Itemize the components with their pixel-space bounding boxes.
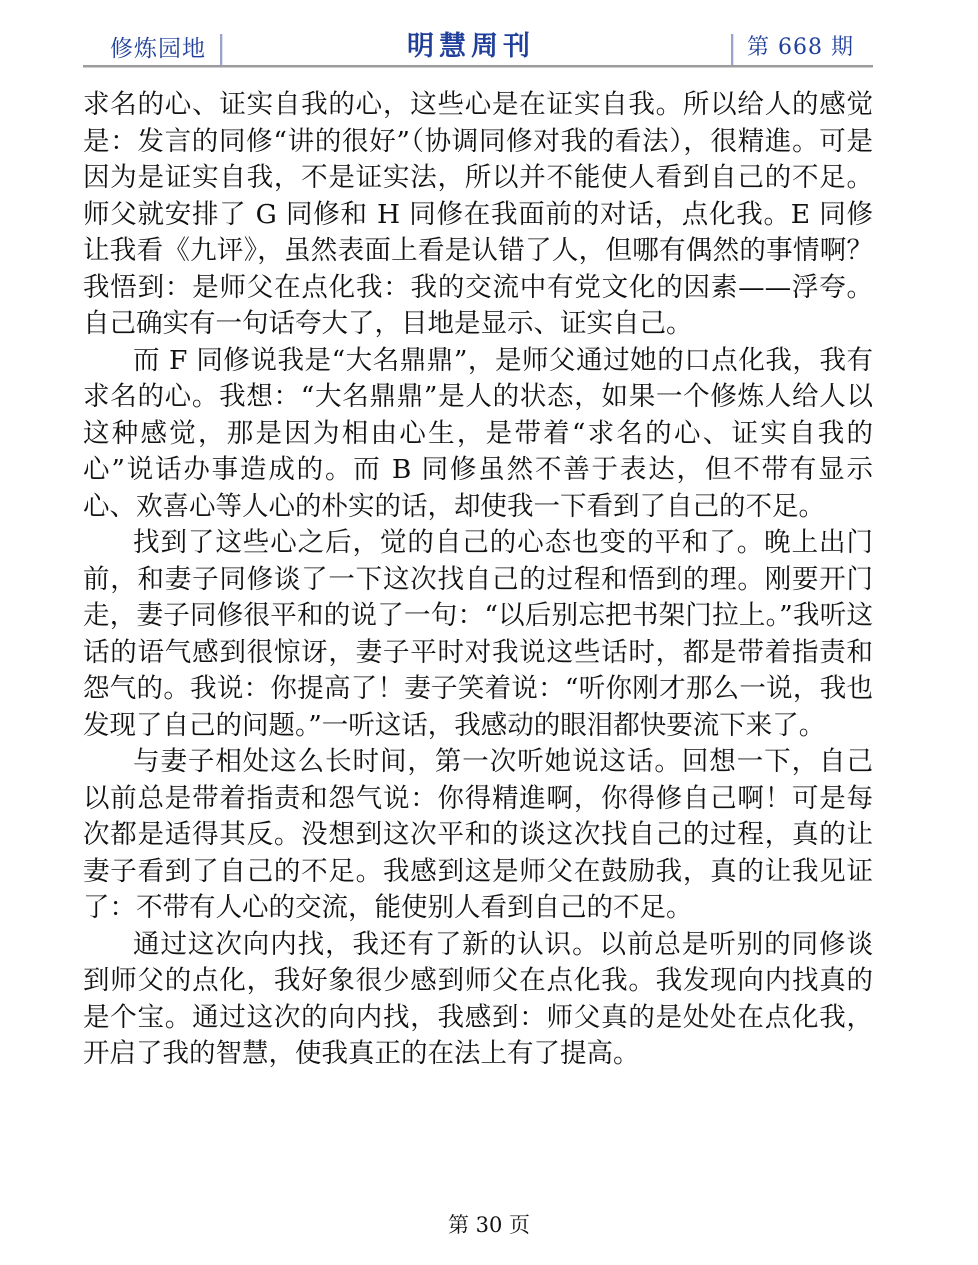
- header-divider-right: [731, 34, 734, 66]
- paragraph: 与妻子相处这么长时间，第一次听她说这话。回想一下，自己以前总是带着指责和怨气说：你得精進啊，你得修自己啊！可是每次都是适得其反。没想到这次平和的谈这次找自己的过程，真的让妻子看到了自己的不足。我感到这是师父在鼓励我，真的让我见证了：不带有人心的交流，能使别人看到自己的不足。: [83, 746, 873, 923]
- paragraph: 找到了这些心之后，觉的自己的心态也变的平和了。晚上出门前，和妻子同修谈了一下这次找自己的过程和悟到的理。刚要开门走，妻子同修很平和的说了一句：“以后别忘把书架门拉上。”我听这话的语气感到很惊讶，妻子平时对我说这些话时，都是带着指责和怨气的。我说：你提高了！妻子笑着说：“听你刚才那么一说，我也发现了自己的问题。”一听这话，我感动的眼泪都快要流下来了。: [83, 527, 873, 741]
- header-divider-left: [220, 34, 223, 66]
- page-number: 第 30 页: [447, 1213, 531, 1237]
- issue-number: 第 668 期: [747, 35, 854, 60]
- page-header: [83, 24, 873, 68]
- paragraph: 通过这次向内找，我还有了新的认识。以前总是听别的同修谈到师父的点化，我好象很少感到师父在点化我。我发现向内找真的是个宝。通过这次的向内找，我感到：师父真的是处处在点化我，开启了我的智慧，使我真正的在法上有了提高。: [83, 928, 873, 1069]
- section-name: 修炼园地: [110, 36, 206, 62]
- paragraph: 而 F 同修说我是“大名鼎鼎”，是师父通过她的口点化我，我有求名的心。我想：“大名鼎鼎”是人的状态，如果一个修炼人给人以这种感觉，那是因为相由心生，是带着“求名的心、证实自我的心”说话办事造成的。而 B 同修虽然不善于表达，但不带有显示心、欢喜心等人心的朴实的话，却使我一下看到了自己的不足。: [83, 344, 873, 522]
- header-rule: [83, 65, 873, 68]
- publication-title: 明慧周刊: [407, 31, 535, 62]
- article-body: [83, 87, 873, 1073]
- paragraph-continued: 求名的心、证实自我的心，这些心是在证实自我。所以给人的感觉是：发言的同修“讲的很好”（协调同修对我的看法），很精進。可是因为是证实自我，不是证实法，所以并不能使人看到自己的不足。师父就安排了 G 同修和 H 同修在我面前的对话，点化我。E 同修让我看《九评》，虽然表面上看是认错了人，但哪有偶然的事情啊？我悟到：是师父在点化我：我的交流中有党文化的因素——浮夸。自己确实有一句话夸大了，目地是显示、证实自己。: [83, 89, 873, 339]
